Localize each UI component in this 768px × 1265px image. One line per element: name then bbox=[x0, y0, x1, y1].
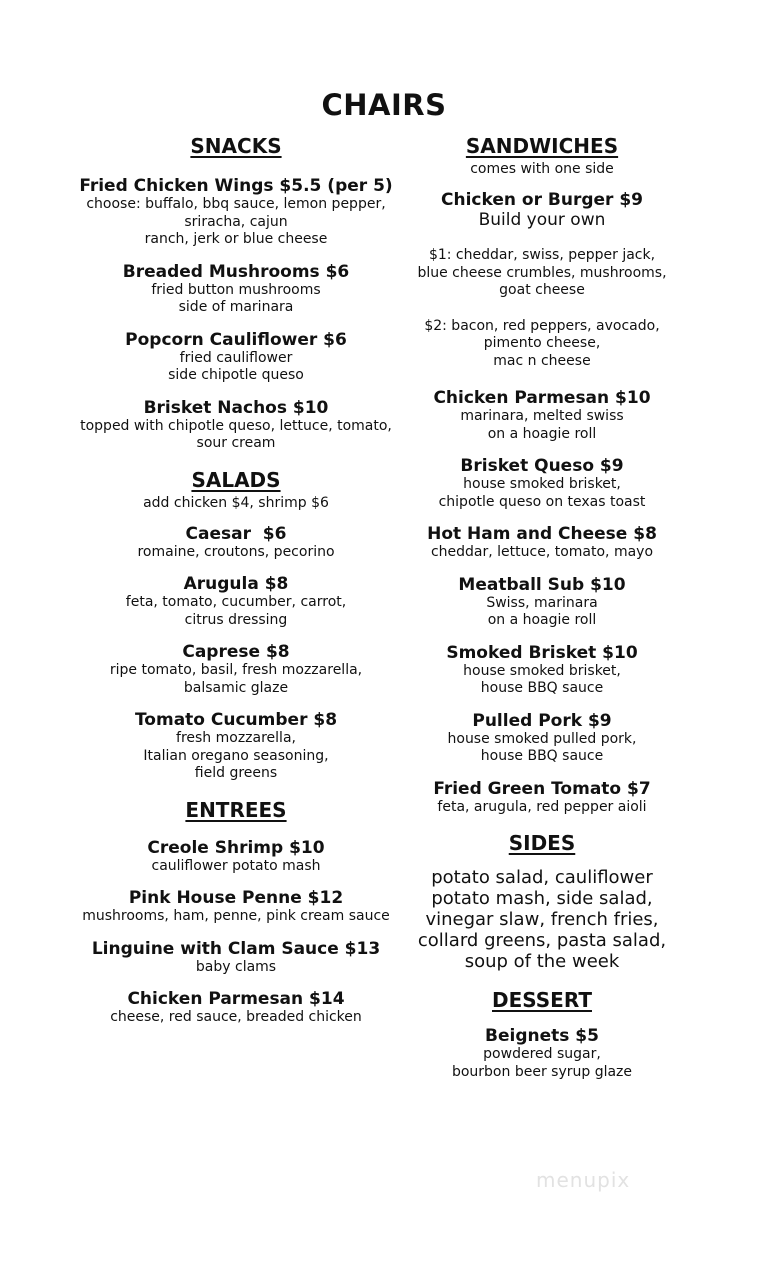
item-desc: ranch, jerk or blue cheese bbox=[144, 231, 328, 247]
item-desc: mushrooms, ham, penne, pink cream sauce bbox=[82, 908, 390, 924]
menu-item-brisket-nachos bbox=[56, 398, 416, 453]
item-title: Arugula $8 bbox=[183, 574, 289, 594]
menu-item-chicken-parmesan-sandwich bbox=[392, 388, 692, 443]
sandwiches-section bbox=[392, 132, 692, 816]
snacks-section bbox=[56, 132, 416, 453]
menu-item-chicken-parmesan-entree bbox=[56, 989, 416, 1027]
sides-section bbox=[392, 829, 692, 972]
entrees-section bbox=[56, 796, 416, 1027]
item-desc: feta, arugula, red pepper aioli bbox=[437, 798, 647, 815]
dessert-section bbox=[392, 986, 692, 1081]
menupix-watermark: menupix bbox=[536, 1168, 631, 1192]
item-desc: cheese, red sauce, breaded chicken bbox=[110, 1009, 362, 1025]
item-title: Fried Green Tomato $7 bbox=[433, 778, 651, 799]
addon-line: mac n cheese bbox=[493, 352, 591, 369]
entrees-heading: ENTREES bbox=[185, 797, 287, 822]
page-title: CHAIRS bbox=[321, 88, 447, 122]
item-desc: sriracha, cajun bbox=[184, 213, 288, 230]
menu-item-tomato-cucumber bbox=[56, 710, 416, 783]
menu-item-beignets bbox=[392, 1026, 692, 1081]
menu-item-caesar bbox=[56, 524, 416, 562]
sides-line: collard greens, pasta salad, bbox=[417, 930, 667, 951]
item-desc: sour cream bbox=[196, 435, 276, 451]
addon-line: $2: bacon, red peppers, avocado, bbox=[424, 317, 660, 334]
right-column bbox=[392, 132, 692, 1094]
snacks-heading: SNACKS bbox=[190, 134, 282, 158]
item-title: Pulled Pork $9 bbox=[472, 710, 612, 731]
item-title: Popcorn Cauliflower $6 bbox=[125, 329, 347, 350]
menu-item-breaded-mushrooms bbox=[56, 262, 416, 317]
sides-line: potato salad, cauliflower bbox=[431, 867, 653, 888]
item-title: Hot Ham and Cheese $8 bbox=[427, 524, 657, 544]
item-desc: house smoked brisket, bbox=[463, 662, 621, 679]
item-title: Linguine with Clam Sauce $13 bbox=[91, 938, 381, 959]
item-desc: Swiss, marinara bbox=[486, 594, 598, 611]
item-title: Tomato Cucumber $8 bbox=[134, 710, 338, 730]
menu-item-brisket-queso bbox=[392, 456, 692, 511]
sides-line: soup of the week bbox=[464, 951, 620, 972]
menu-item-arugula bbox=[56, 574, 416, 629]
menu-item-pulled-pork bbox=[392, 711, 692, 766]
item-desc: choose: buffalo, bbq sauce, lemon pepper, bbox=[86, 196, 386, 212]
salads-note: add chicken $4, shrimp $6 bbox=[143, 494, 329, 511]
item-desc: cauliflower potato mash bbox=[151, 857, 321, 874]
item-desc: cheddar, lettuce, tomato, mayo bbox=[430, 544, 654, 560]
item-desc: fresh mozzarella, bbox=[176, 730, 296, 746]
left-column bbox=[56, 132, 416, 1040]
menu-item-smoked-brisket bbox=[392, 643, 692, 698]
item-title: Beignets $5 bbox=[485, 1026, 599, 1046]
item-title: Chicken Parmesan $14 bbox=[127, 989, 345, 1009]
item-title: Meatball Sub $10 bbox=[458, 574, 626, 595]
sides-line: vinegar slaw, french fries, bbox=[425, 909, 659, 930]
item-desc: on a hoagie roll bbox=[487, 612, 597, 628]
item-title: Chicken Parmesan $10 bbox=[433, 388, 651, 408]
item-desc: balsamic glaze bbox=[183, 679, 289, 696]
addon-tier-2 bbox=[392, 318, 692, 371]
menu-item-caprese bbox=[56, 642, 416, 697]
menu-item-hot-ham-and-cheese bbox=[392, 524, 692, 562]
item-desc: side chipotle queso bbox=[168, 367, 304, 383]
item-desc: house smoked pulled pork, bbox=[447, 730, 637, 747]
menu-item-fried-chicken-wings bbox=[56, 176, 416, 249]
item-desc: field greens bbox=[194, 765, 278, 781]
item-title: Fried Chicken Wings $5.5 (per 5) bbox=[79, 176, 393, 196]
sandwiches-heading: SANDWICHES bbox=[465, 134, 619, 158]
item-title: Caprese $8 bbox=[182, 642, 290, 662]
addon-line: goat cheese bbox=[499, 282, 585, 298]
item-title: Creole Shrimp $10 bbox=[147, 837, 325, 858]
salads-section bbox=[56, 466, 416, 783]
item-desc: ripe tomato, basil, fresh mozzarella, bbox=[109, 662, 363, 678]
addon-tier-1 bbox=[392, 247, 692, 300]
menu-item-popcorn-cauliflower bbox=[56, 330, 416, 385]
sides-heading: SIDES bbox=[508, 831, 576, 855]
item-desc: romaine, croutons, pecorino bbox=[137, 543, 335, 560]
item-title: Chicken or Burger $9 bbox=[441, 190, 643, 210]
item-desc: feta, tomato, cucumber, carrot, bbox=[125, 594, 347, 610]
sandwiches-note: comes with one side bbox=[470, 161, 614, 177]
item-desc: Italian oregano seasoning, bbox=[143, 747, 329, 764]
item-desc: fried button mushrooms bbox=[151, 281, 321, 298]
item-desc: baby clams bbox=[195, 958, 277, 975]
sides-list bbox=[392, 867, 692, 972]
addon-line: $1: cheddar, swiss, pepper jack, bbox=[428, 247, 656, 263]
salads-heading: SALADS bbox=[191, 467, 281, 492]
item-desc: house BBQ sauce bbox=[480, 748, 604, 764]
item-desc: side of marinara bbox=[178, 299, 294, 315]
addon-line: blue cheese crumbles, mushrooms, bbox=[417, 264, 667, 281]
addon-line: pimento cheese, bbox=[483, 335, 601, 351]
item-title: Brisket Nachos $10 bbox=[143, 397, 329, 418]
item-title: Caesar $6 bbox=[185, 523, 287, 544]
item-title: Breaded Mushrooms $6 bbox=[122, 261, 350, 282]
item-desc: powdered sugar, bbox=[483, 1046, 601, 1062]
menu-item-fried-green-tomato bbox=[392, 779, 692, 817]
item-title: Smoked Brisket $10 bbox=[446, 642, 638, 663]
item-title: Brisket Queso $9 bbox=[460, 456, 624, 476]
menu-item-chicken-or-burger bbox=[392, 190, 692, 231]
item-subtitle: Build your own bbox=[478, 210, 606, 230]
item-desc: fried cauliflower bbox=[179, 349, 293, 366]
item-desc: bourbon beer syrup glaze bbox=[451, 1063, 633, 1080]
menu-item-linguine-clam-sauce bbox=[56, 939, 416, 977]
menu-item-creole-shrimp bbox=[56, 838, 416, 876]
dessert-heading: DESSERT bbox=[492, 988, 592, 1012]
menu-item-meatball-sub bbox=[392, 575, 692, 630]
menu-item-pink-house-penne bbox=[56, 888, 416, 926]
item-desc: chipotle queso on texas toast bbox=[438, 493, 646, 510]
sides-line: potato mash, side salad, bbox=[431, 888, 653, 909]
item-desc: marinara, melted swiss bbox=[460, 408, 624, 424]
item-desc: on a hoagie roll bbox=[487, 425, 597, 442]
item-desc: topped with chipotle queso, lettuce, tomato, bbox=[80, 417, 392, 434]
item-desc: house BBQ sauce bbox=[480, 680, 604, 696]
item-title: Pink House Penne $12 bbox=[128, 888, 344, 908]
item-desc: house smoked brisket, bbox=[463, 476, 621, 492]
item-desc: citrus dressing bbox=[184, 611, 288, 628]
